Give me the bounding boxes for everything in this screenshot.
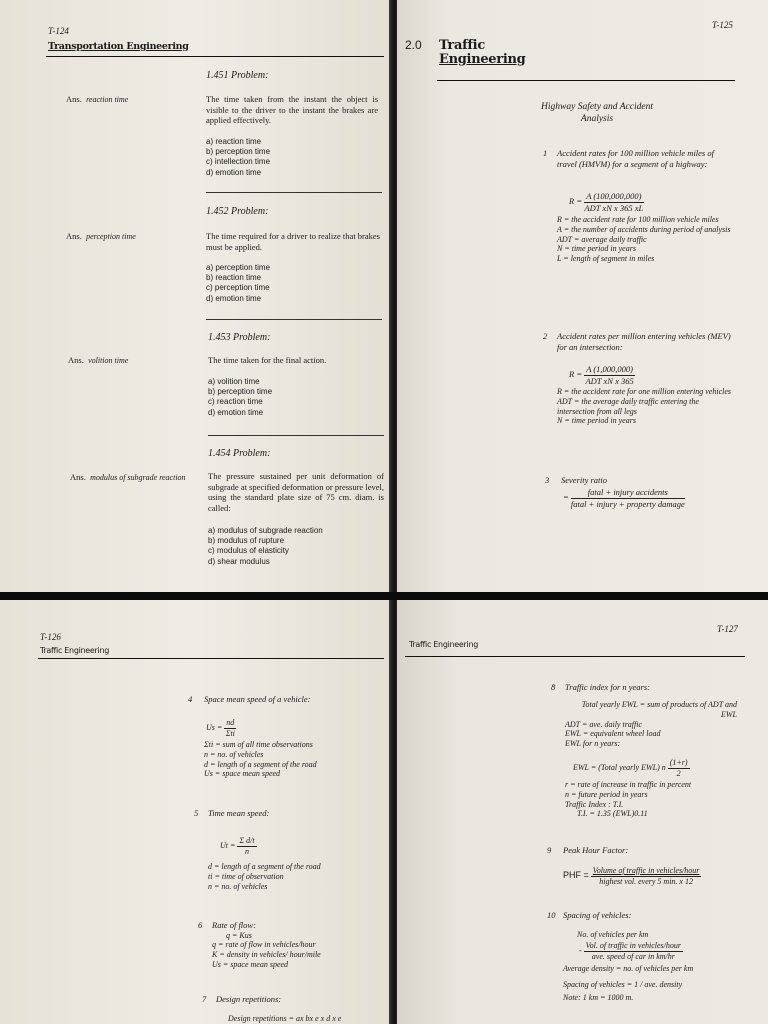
body-line: ADT = ave. daily traffic xyxy=(565,719,643,729)
item-title: Time mean speed: xyxy=(208,808,270,818)
item-title: Traffic index for n years: xyxy=(565,682,650,692)
divider xyxy=(206,192,382,193)
item-number: 10 xyxy=(547,910,556,920)
item-text: Severity ratio xyxy=(561,475,608,485)
option: c) perception time xyxy=(206,283,270,293)
item-number: 3 xyxy=(545,475,550,485)
option: b) reaction time xyxy=(206,273,262,283)
page-number: T-125 xyxy=(712,20,733,30)
option-list xyxy=(208,526,323,567)
formula-numerator: Vol. of traffic in vehicles/hour xyxy=(585,941,681,950)
definition: ADT = average daily traffic xyxy=(557,234,647,244)
divider xyxy=(206,319,382,320)
problem-question: The time taken from the instant the object is visible to the driver to the instant the brakes are applied effectively. xyxy=(206,94,378,125)
running-header: Traffic Engineering xyxy=(40,646,109,655)
definition: K = density in vehicles/ hour/mile xyxy=(212,949,321,959)
definitions xyxy=(208,862,321,891)
item-text: Accident rates for 100 million vehicle miles of travel (HMVM) for a segment of a highway: xyxy=(557,148,714,169)
item-title: Design repetitions: xyxy=(216,994,282,1004)
problem-title: 1.452 Problem: xyxy=(206,206,269,217)
item-title: Spacing of vehicles: xyxy=(563,910,632,920)
option-list xyxy=(206,263,270,304)
definition: n = no. of vehicles xyxy=(208,881,268,891)
formula-numerator: A (100,000,000) xyxy=(586,191,642,201)
definition: Σti = sum of all time observations xyxy=(204,740,313,749)
definition: ti = time of observation xyxy=(208,871,284,881)
option: d) emotion time xyxy=(206,293,262,303)
formula: R = A (100,000,000) ADT xN x 365 xL xyxy=(569,191,644,213)
page-number: T-124 xyxy=(48,26,69,36)
formula: PHF = Volume of traffic in vehicles/hour highest vol. every 5 min. x 12 xyxy=(563,866,700,886)
item-number: 8 xyxy=(551,682,556,692)
definition: q = rate of flow in vehicles/hour xyxy=(212,940,316,949)
option: d) emotion time xyxy=(206,167,262,177)
page-t127 xyxy=(397,600,768,1024)
chapter-title-line1: Traffic xyxy=(439,38,485,53)
option: b) modulus of rupture xyxy=(208,536,285,546)
body-line: EWL for n years: xyxy=(565,739,621,749)
definitions xyxy=(563,964,693,1002)
option: c) intellection time xyxy=(206,157,271,167)
problem-title: 1.454 Problem: xyxy=(208,448,271,459)
option: d) emotion time xyxy=(208,407,264,417)
formula-numerator: nd xyxy=(226,718,235,727)
running-header: Traffic Engineering xyxy=(409,640,478,649)
definition: Average density = no. of vehicles per km xyxy=(563,964,694,973)
page-number: T-127 xyxy=(717,624,738,634)
spread-divider xyxy=(0,592,768,600)
option: a) reaction time xyxy=(206,137,262,146)
definitions xyxy=(212,940,321,969)
option: a) modulus of subgrade reaction xyxy=(208,526,323,535)
definition: n = no. of vehicles xyxy=(204,749,264,759)
section-title: Highway Safety and Accident Analysis xyxy=(541,102,653,124)
definition: Us = space mean speed xyxy=(212,959,289,969)
definitions xyxy=(557,387,735,426)
formula: Us = nd Σti xyxy=(206,718,235,738)
problem-title: 1.453 Problem: xyxy=(208,332,271,343)
definition: d = length of a segment of the road xyxy=(204,759,317,769)
body-line: No. of vehicles per km xyxy=(577,930,649,939)
body-line: EWL = equivalent wheel load xyxy=(565,729,661,739)
item-number: 9 xyxy=(547,845,552,855)
running-header: Transportation Engineering xyxy=(48,41,189,52)
definition: ADT = the average daily traffic entering the intersection from all legs xyxy=(557,396,699,416)
header-rule xyxy=(405,656,745,657)
definition: R = the accident rate for 100 million vehicle miles xyxy=(557,215,719,224)
option: c) modulus of elasticity xyxy=(208,546,289,556)
definition: r = rate of increase in traffic in percent xyxy=(565,780,692,789)
formula: EWL = (Total yearly EWL) n $\frac{(1+r)}{2}$ xyxy=(573,758,688,778)
definition: Us = space mean speed xyxy=(204,769,281,779)
definition: Spacing of vehicles = 1 / ave. density xyxy=(563,979,683,989)
answer: Ans. perception time xyxy=(66,231,136,241)
definition: L = length of segment in miles xyxy=(557,254,655,264)
problem-title: 1.451 Problem: xyxy=(206,70,269,81)
option: c) reaction time xyxy=(208,397,263,407)
definition: n = future period in years xyxy=(565,789,648,799)
option: a) perception time xyxy=(206,263,271,272)
definition: N = time period in years xyxy=(557,244,636,254)
answer: Ans. modulus of subgrade reaction xyxy=(70,472,186,482)
option: b) perception time xyxy=(208,387,273,397)
header-rule xyxy=(38,658,384,659)
answer: Ans. volition time xyxy=(68,355,129,365)
formula-denominator: fatal + injury + property damage xyxy=(570,498,685,509)
item-number: 2 xyxy=(543,331,548,341)
formula-denominator: highest vol. every 5 min. x 12 xyxy=(599,876,693,886)
formula-numerator: (1+r) xyxy=(669,758,688,767)
page-t124 xyxy=(0,0,392,592)
formula-numerator: fatal + injury accidents xyxy=(571,487,685,499)
item-number: 7 xyxy=(202,994,207,1004)
option: d) shear modulus xyxy=(208,556,270,566)
formula-denominator: ADT xN x 365 xyxy=(585,375,634,386)
definitions xyxy=(565,780,691,819)
definitions xyxy=(557,215,735,264)
formula-numerator: Σ d/t xyxy=(239,836,255,845)
body-line: Total yearly EWL = sum of products of ADT and EWL xyxy=(581,700,737,719)
body-lines xyxy=(565,700,737,749)
formula: Ut = $\frac{\text{Σ d/t}}{n}$ xyxy=(220,836,255,856)
formula-denominator: ADT xN x 365 xL xyxy=(584,202,644,213)
formula-numerator: Volume of traffic in vehicles/hour xyxy=(592,866,700,875)
option: a) volition time xyxy=(208,377,260,386)
formula-denominator: ave. speed of car in km/hr xyxy=(591,951,675,961)
item-title: Space mean speed of a vehicle: xyxy=(204,694,311,704)
definition: A = the number of accidents during period of analysis xyxy=(557,224,731,234)
formula-numerator: A (1,000,000) xyxy=(586,364,634,374)
answer: Ans. reaction time xyxy=(66,94,129,104)
chapter-title-line2: Engineering xyxy=(439,52,526,67)
header-rule xyxy=(46,56,384,57)
option-list xyxy=(208,377,272,418)
formula-denominator: n xyxy=(245,846,249,856)
problem-question: The time required for a driver to realize that brakes must be applied. xyxy=(206,231,380,252)
item-number: 6 xyxy=(198,920,203,930)
item-number: 4 xyxy=(188,694,193,704)
option-list xyxy=(206,137,270,178)
page-t126 xyxy=(0,600,392,1024)
definition: Traffic Index : T.I. xyxy=(565,799,624,809)
formula: Design repetitions = ax bx e x d x e xyxy=(228,1014,342,1023)
formula: = fatal + injury accidents fatal + injury + property damage xyxy=(563,487,685,509)
definition: T.I. = 1.35 (EWL)0.11 xyxy=(577,809,648,819)
item-text: Accident rates per million entering vehicles (MEV) for an intersection: xyxy=(557,331,731,352)
option: b) perception time xyxy=(206,147,271,157)
problem-question: The time taken for the final action. xyxy=(208,355,327,365)
item-number: 5 xyxy=(194,808,199,818)
problem-question: The pressure sustained per unit deformation of subgrade at specified deformation or pressure level, using the standard plate size of 75 cm. diam. is called: xyxy=(208,471,384,513)
formula: - Vol. of traffic in vehicles/hour ave. speed of car in km/hr xyxy=(579,941,681,961)
chapter-number: 2.0 xyxy=(405,38,422,52)
header-rule xyxy=(437,80,735,81)
formula: R = A (1,000,000) ADT xN x 365 xyxy=(569,364,634,386)
divider xyxy=(208,435,384,436)
definition: d = length of a segment of the road xyxy=(208,862,321,871)
definition: R = the accident rate for one million entering vehicles xyxy=(557,387,732,396)
formula-denominator: 2 xyxy=(676,768,681,778)
definition: N = time period in years xyxy=(557,416,636,426)
item-number: 1 xyxy=(543,148,548,158)
definition: Note: 1 km = 1000 m. xyxy=(563,992,634,1002)
definitions xyxy=(204,740,317,779)
formula-denominator: Σti xyxy=(225,728,235,738)
item-title: Peak Hour Factor: xyxy=(563,845,629,855)
item-title: Rate of flow: xyxy=(212,920,256,930)
page-t125 xyxy=(397,0,768,592)
formula: q = Kus xyxy=(226,931,252,940)
page-number: T-126 xyxy=(40,632,61,642)
